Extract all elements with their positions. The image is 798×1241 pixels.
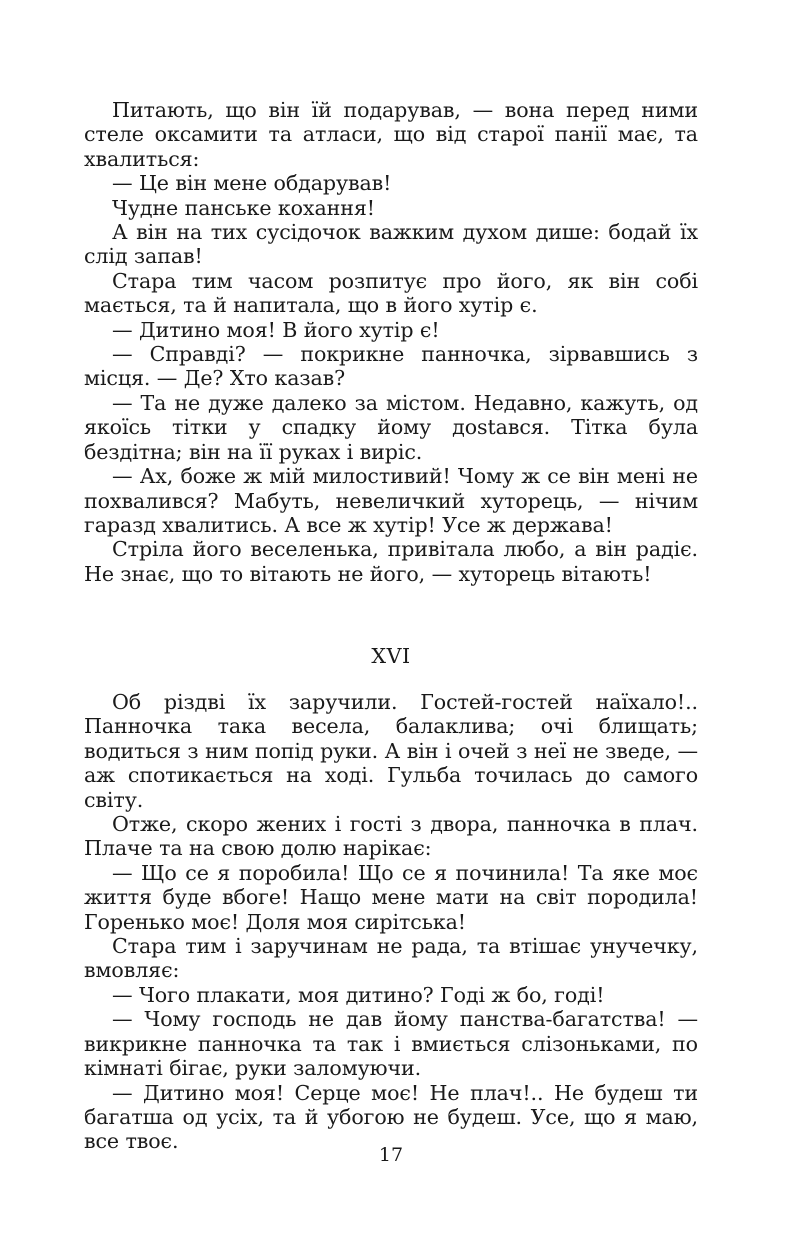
paragraph: — Ах, боже ж мій милостивий! Чому ж се він мені не похвалився? Мабуть, невеличкий хуторець, — нічим гаразд хвалитись. А все ж хутір! Усе ж держава! — [84, 464, 698, 537]
paragraph: — Що се я поробила! Що се я починила! Та яке моє життя буде вбоге! Нащо мене мати на світ породила! Горенько моє! Доля моя сирітська! — [84, 860, 698, 934]
paragraph: Питають, що він їй подарував, — вона перед ними стеле оксамити та атласи, що від старої панії має, та хвалиться: — [84, 98, 698, 171]
paragraph: Стара тим і заручинам не рада, та втішає унучечку, вмовляє: — [84, 934, 698, 983]
section-2 — [84, 690, 698, 1154]
paragraph: — Чому господь не дав йому панства-багатства! — викрикне панночка та так і вмиється слізоньками, по кімнаті бігає, руки заломуючи. — [84, 1007, 698, 1081]
paragraph: Об різдві їх заручили. Гостей-гостей наїхало!.. Панночка така весела, балаклива; очі блищать; водиться з ним попід руки. А він і очей з неї не зведе, — аж спотикається на ході. Гульба точилась до самого світу. — [84, 690, 698, 812]
paragraph: — Чого плакати, моя дитино? Годі ж бо, годі! — [112, 982, 605, 1007]
paragraph: Чудне панське кохання! — [112, 195, 375, 220]
paragraph: А він на тих сусідочок важким духом дише: бодай їх слід запав! — [84, 220, 698, 269]
paragraph: — Дитино моя! Серце моє! Не плач!.. Не будеш ти багатша од усіх, та й убогою не будеш. Усе, що я маю, все твоє. — [84, 1080, 698, 1154]
section-1 — [84, 98, 698, 586]
paragraph: — Справді? — покрикне панночка, зірвавшись з місця. — Де? Хто казав? — [84, 342, 698, 391]
page-number: 17 — [378, 1144, 404, 1166]
paragraph: — Та не дуже далеко за містом. Недавно, кажуть, од якоїсь тітки у спадку йому дostався. Тітка була бездітна; він на її руках і виріс. — [84, 390, 698, 464]
paragraph: Стріла його веселенька, привітала любо, а він радіє. Не знає, що то вітають не його, — хуторець вітають! — [84, 537, 698, 586]
chapter-heading: XVI — [371, 644, 411, 668]
paragraph: — Дитино моя! В його хутір є! — [112, 317, 440, 342]
paragraph: Стара тим часом розпитує про його, як він собі мається, та й напитала, що в його хутір є. — [84, 268, 698, 318]
paragraph: Отже, скоро жених і гості з двора, панночка в плач. Плаче та на свою долю нарікає: — [84, 812, 698, 861]
paragraph: — Це він мене обдарував! — [112, 171, 392, 196]
